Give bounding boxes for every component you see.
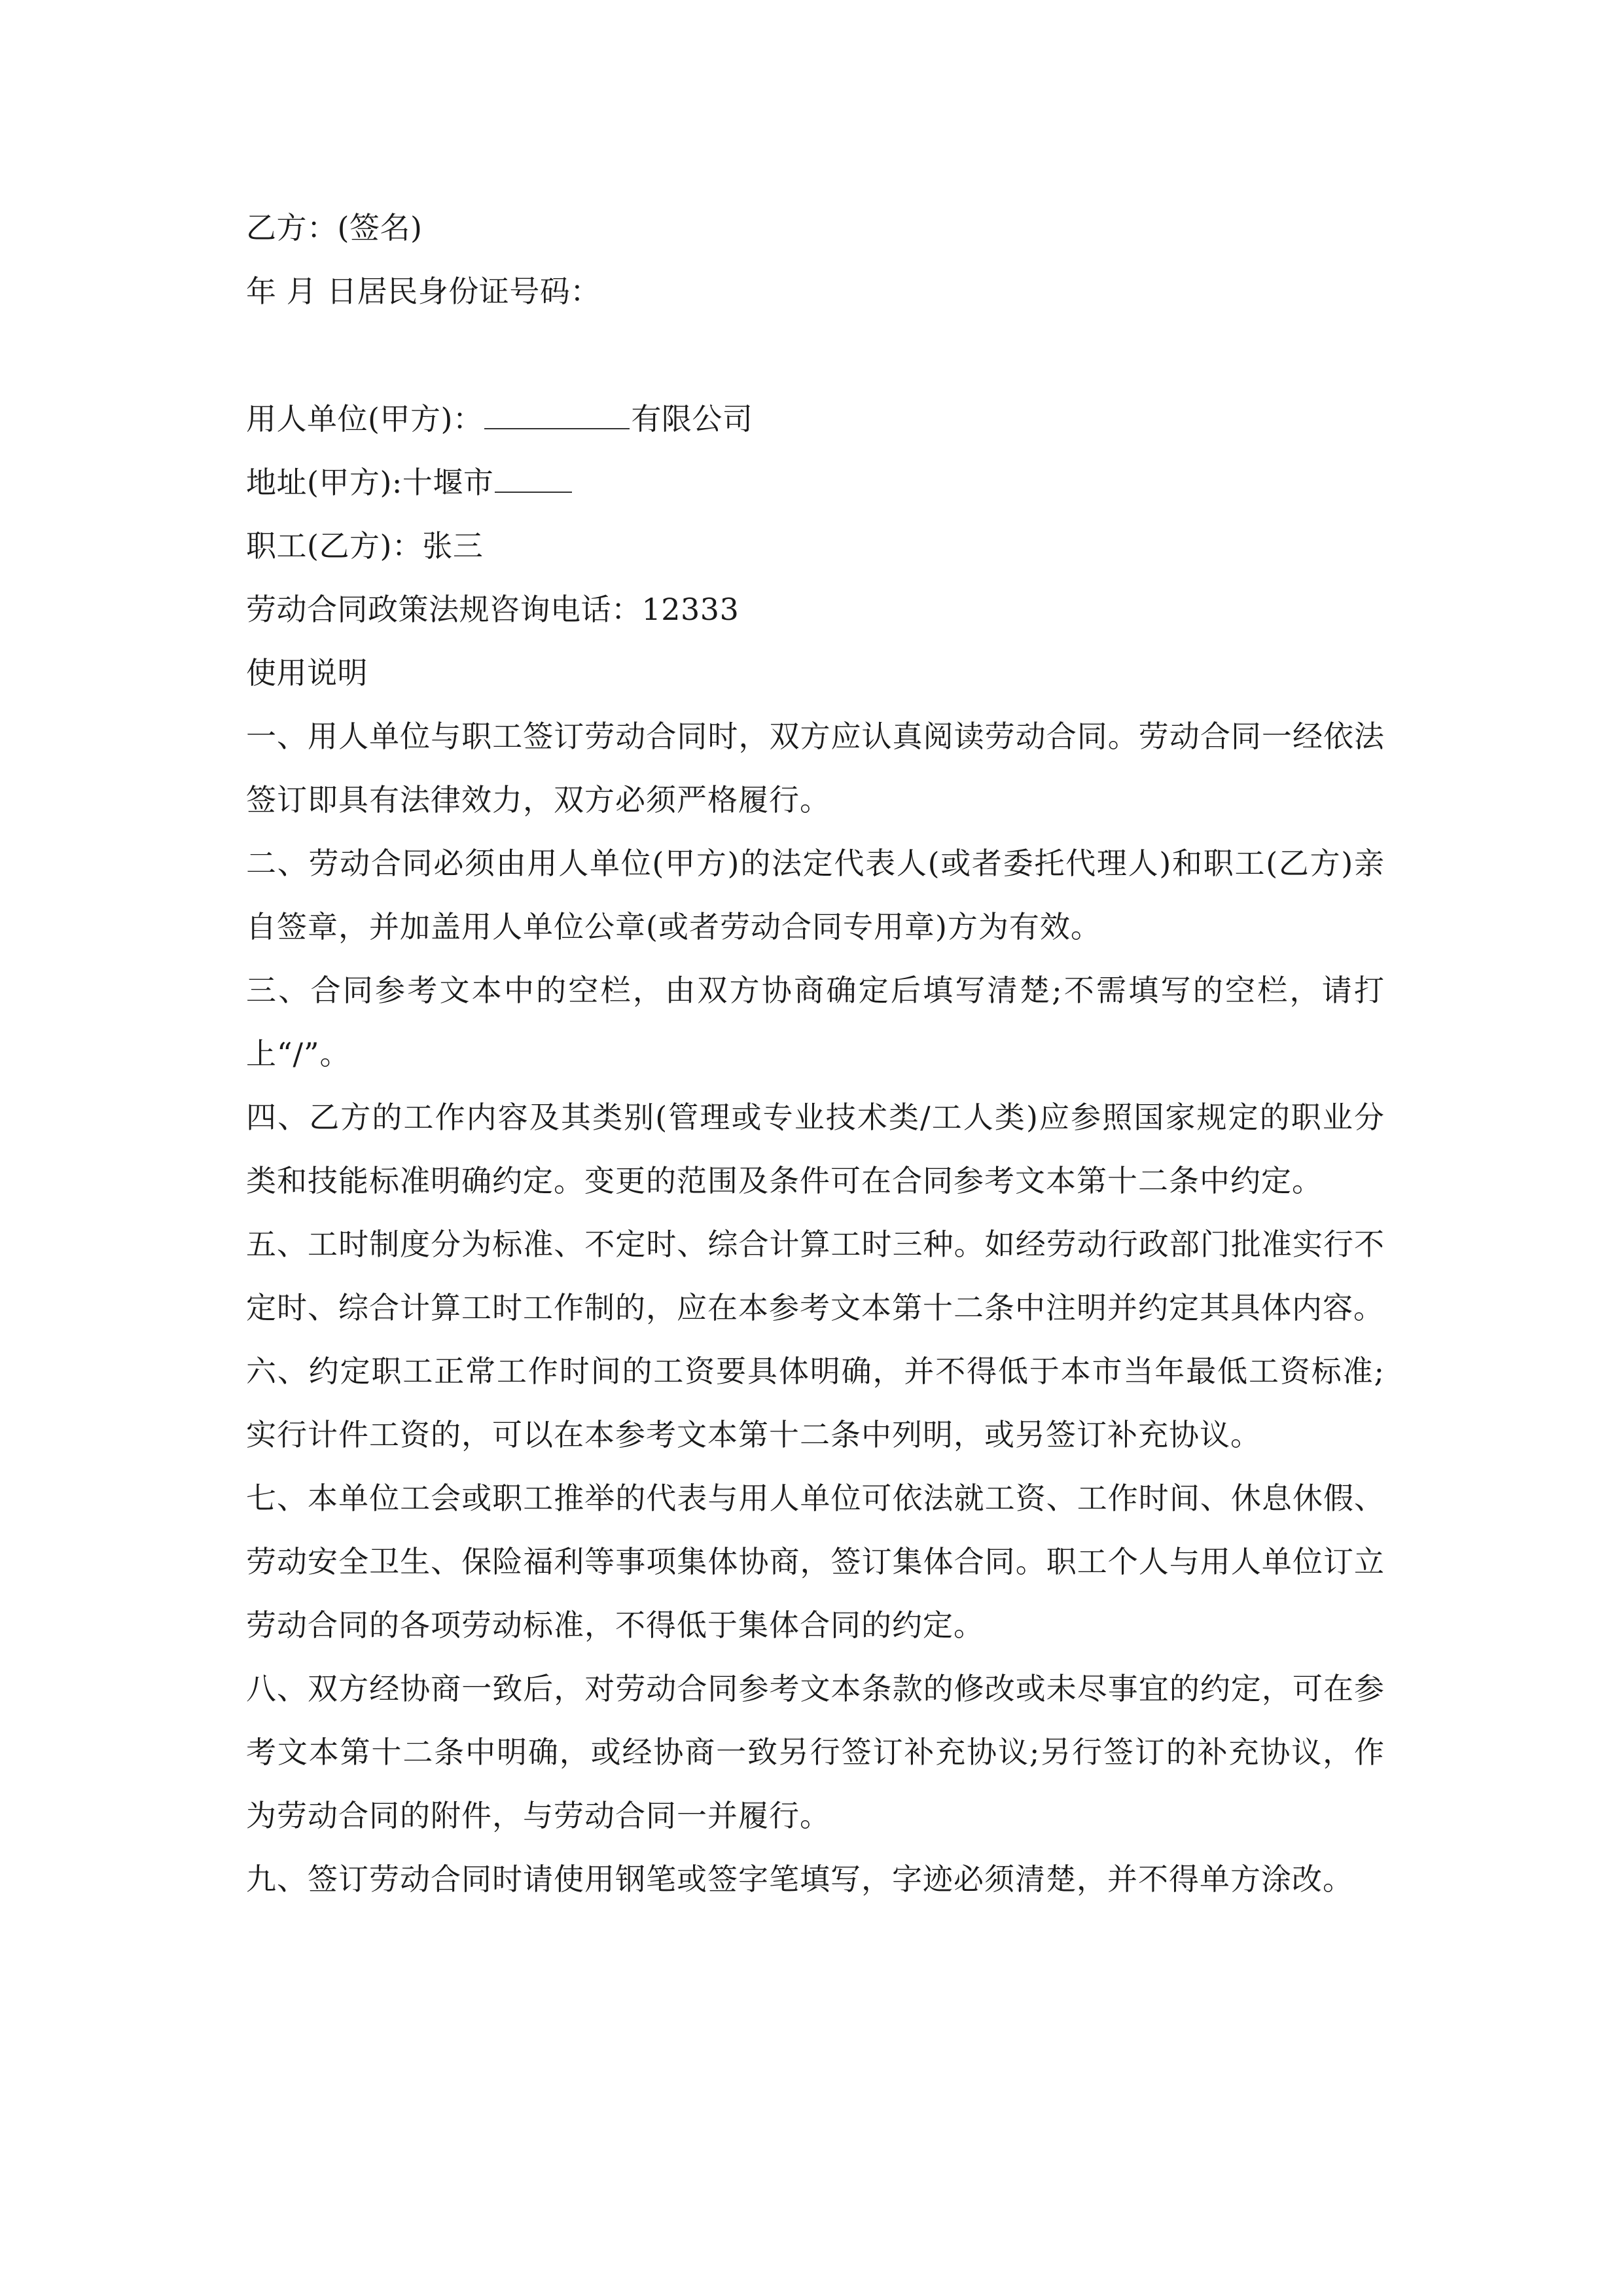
address-label: 地址(甲方):十堰市 bbox=[246, 465, 494, 500]
instruction-item-3: 三、合同参考文本中的空栏，由双方协商确定后填写清楚;不需填写的空栏，请打上“/”。 bbox=[246, 973, 1385, 1071]
address-line bbox=[246, 451, 1385, 514]
employer-suffix: 有限公司 bbox=[631, 401, 753, 437]
employee-line: 职工(乙方)：张三 bbox=[246, 528, 484, 564]
employer-label: 用人单位(甲方)： bbox=[246, 401, 484, 437]
date-id-line: 年 月 日居民身份证号码： bbox=[246, 274, 601, 309]
address-blank bbox=[495, 469, 572, 493]
employer-name-blank bbox=[484, 406, 630, 429]
instruction-item-6: 六、约定职工正常工作时间的工资要具体明确，并不得低于本市当年最低工资标准;实行计件工资的，可以在本参考文本第十二条中列明，或另签订补充协议。 bbox=[246, 1354, 1385, 1452]
instruction-item-2: 二、劳动合同必须由用人单位(甲方)的法定代表人(或者委托代理人)和职工(乙方)亲自签章，并加盖用人单位公章(或者劳动合同专用章)方为有效。 bbox=[246, 846, 1385, 944]
employer-line bbox=[246, 387, 1385, 451]
instruction-item-5: 五、工时制度分为标准、不定时、综合计算工时三种。如经劳动行政部门批准实行不定时、综合计算工时工作制的，应在本参考文本第十二条中注明并约定其具体内容。 bbox=[246, 1227, 1385, 1325]
instruction-item-7: 七、本单位工会或职工推举的代表与用人单位可依法就工资、工作时间、休息休假、劳动安全卫生、保险福利等事项集体协商，签订集体合同。职工个人与用人单位订立劳动合同的各项劳动标准，不得低于集体合同的约定。 bbox=[246, 1480, 1385, 1643]
hotline-line: 劳动合同政策法规咨询电话：12333 bbox=[246, 592, 740, 627]
instruction-item-9: 九、签订劳动合同时请使用钢笔或签字笔填写，字迹必须清楚，并不得单方涂改。 bbox=[246, 1861, 1353, 1897]
instruction-item-1: 一、用人单位与职工签订劳动合同时，双方应认真阅读劳动合同。劳动合同一经依法签订即具有法律效力，双方必须严格履行。 bbox=[246, 719, 1385, 817]
instructions-title: 使用说明 bbox=[246, 655, 368, 691]
spacer bbox=[246, 323, 1385, 387]
instruction-item-8: 八、双方经协商一致后，对劳动合同参考文本条款的修改或未尽事宜的约定，可在参考文本第十二条中明确，或经协商一致另行签订补充协议;另行签订的补充协议，作为劳动合同的附件，与劳动合同一并履行。 bbox=[246, 1671, 1385, 1833]
party-b-signature-line: 乙方：(签名) bbox=[246, 210, 423, 245]
instruction-item-4: 四、乙方的工作内容及其类别(管理或专业技术类/工人类)应参照国家规定的职业分类和技能标准明确约定。变更的范围及条件可在合同参考文本第十二条中约定。 bbox=[246, 1100, 1385, 1198]
document-body bbox=[246, 196, 1385, 1911]
